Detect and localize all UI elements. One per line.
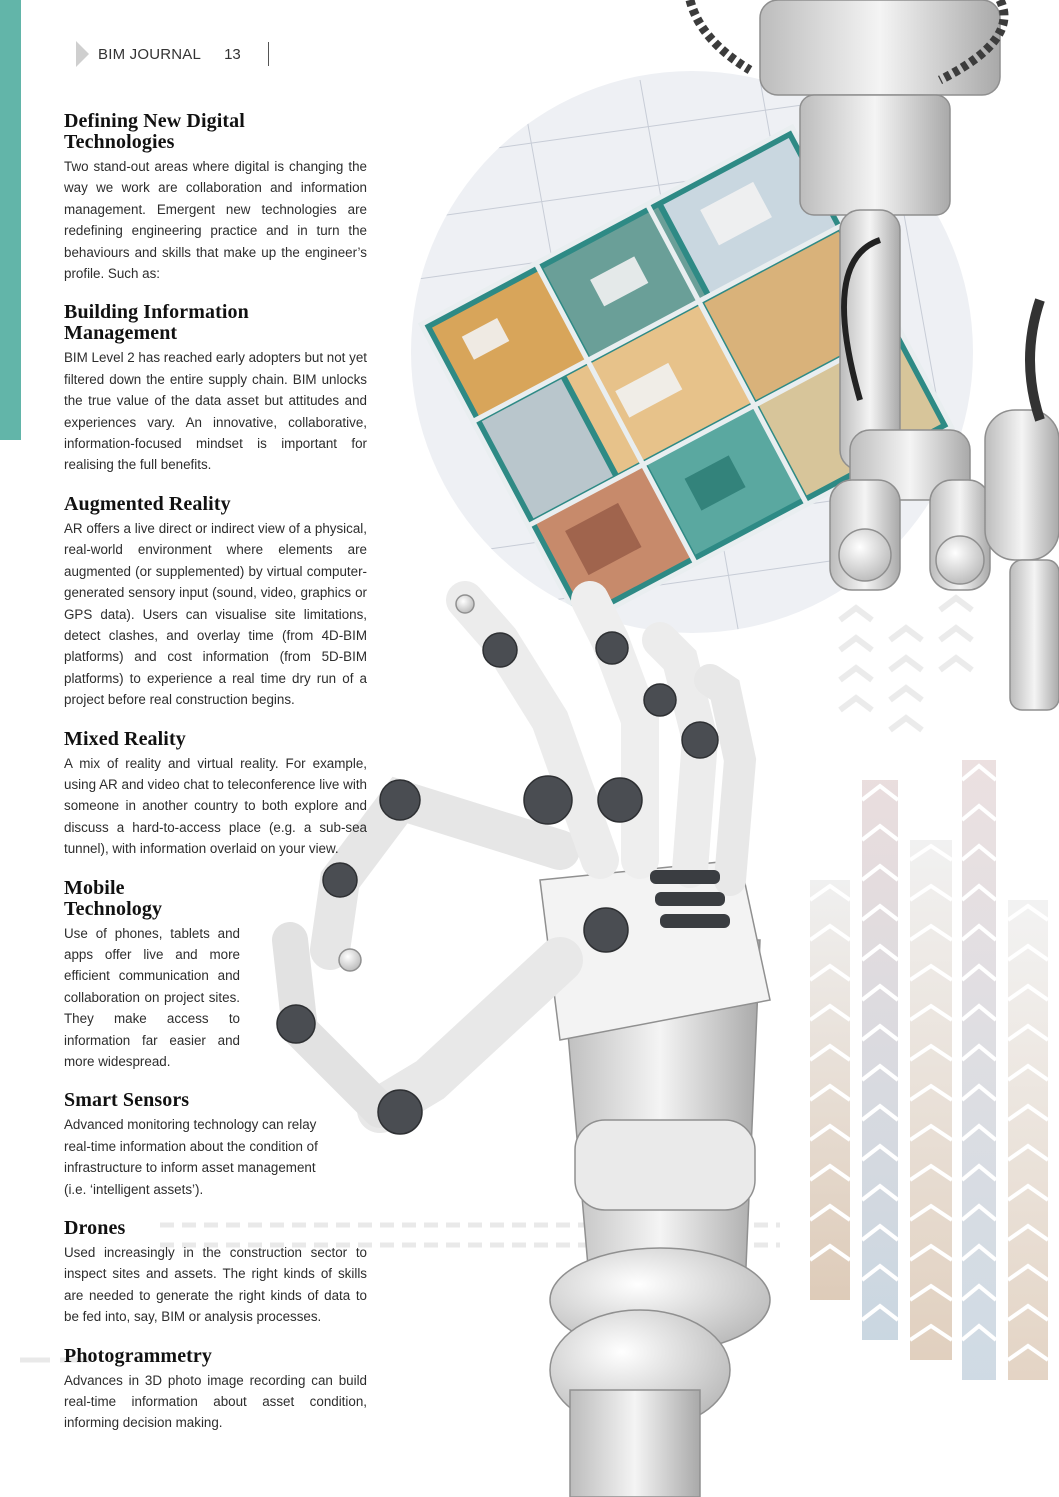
section-mixed-reality <box>64 729 367 860</box>
section-body: Use of phones, tablets and apps offer live and more efficient communication and collaboration on project sites. They make access to information far easier and more widespread. <box>64 925 240 1069</box>
section-body: Two stand-out areas where digital is changing the way we work are collaboration and information management. Emergent new technologies are redefining engineering practice and in turn the behaviours and skills that make up the engineer’s profile. Such as: <box>64 159 367 282</box>
section-defining-new-digital-technologies <box>64 111 367 284</box>
chevron-pattern <box>840 598 972 730</box>
section-smart-sensors <box>64 1090 367 1200</box>
section-augmented-reality <box>64 494 367 711</box>
section-title: Mixed Reality <box>64 727 186 750</box>
section-title: Photogrammetry <box>64 1344 213 1367</box>
header-divider <box>268 42 269 66</box>
section-body: Advances in 3D photo image recording can build real-time information about asset condition, informing decision making. <box>64 1372 367 1431</box>
section-title: Drones <box>64 1217 126 1240</box>
section-title: Augmented Reality <box>64 492 231 515</box>
header-triangle-icon <box>76 41 89 67</box>
section-body: AR offers a live direct or indirect view of a physical, real-world environment where elements are augmented (or supplemented) by virtual computer-generated sensory input (sound, video, graphics or GPS data). Users can visualise site limitations, detect clashes, and overlay time (from 4D-BIM platforms) and cost information (from 5D-BIM platforms) to experience a real time dry run of a project before real construction begins. <box>64 520 367 708</box>
section-photogrammetry <box>64 1346 367 1434</box>
section-body: Used increasingly in the construction sector to inspect sites and assets. The right kinds of skills are needed to generate the right kinds of data to be fed into, say, BIM or analysis processes. <box>64 1245 367 1325</box>
section-body: Advanced monitoring technology can relay real-time information about the condition of infrastructure to inform asset management (i.e. ‘intelligent assets’). <box>64 1117 318 1197</box>
section-building-information-management <box>64 302 367 475</box>
section-title: Mobile Technology <box>64 876 163 920</box>
section-title: Defining New Digital Technologies <box>64 110 245 153</box>
section-title: Building Information Management <box>64 301 249 345</box>
section-drones <box>64 1218 367 1328</box>
section-mobile-technology <box>64 878 367 1073</box>
section-body: BIM Level 2 has reached early adopters but not yet filtered down the entire supply chain. BIM unlocks the true value of the data asset but attitudes and experiences vary. An innovative, collaborative, information-focused mindset is important for realising the full benefits. <box>64 350 367 473</box>
article-column <box>64 108 367 1434</box>
journal-title: BIM JOURNAL <box>98 45 202 63</box>
running-header <box>76 40 269 68</box>
section-body: A mix of reality and virtual reality. For example, using AR and video chat to teleconference live with someone in another country to both explore and discuss a hard-to-access place (e.g. a sub-sea tunnel), with information overlaid on your view. <box>64 755 367 857</box>
page-number: 13 <box>224 45 241 63</box>
section-title: Smart Sensors <box>64 1089 190 1112</box>
